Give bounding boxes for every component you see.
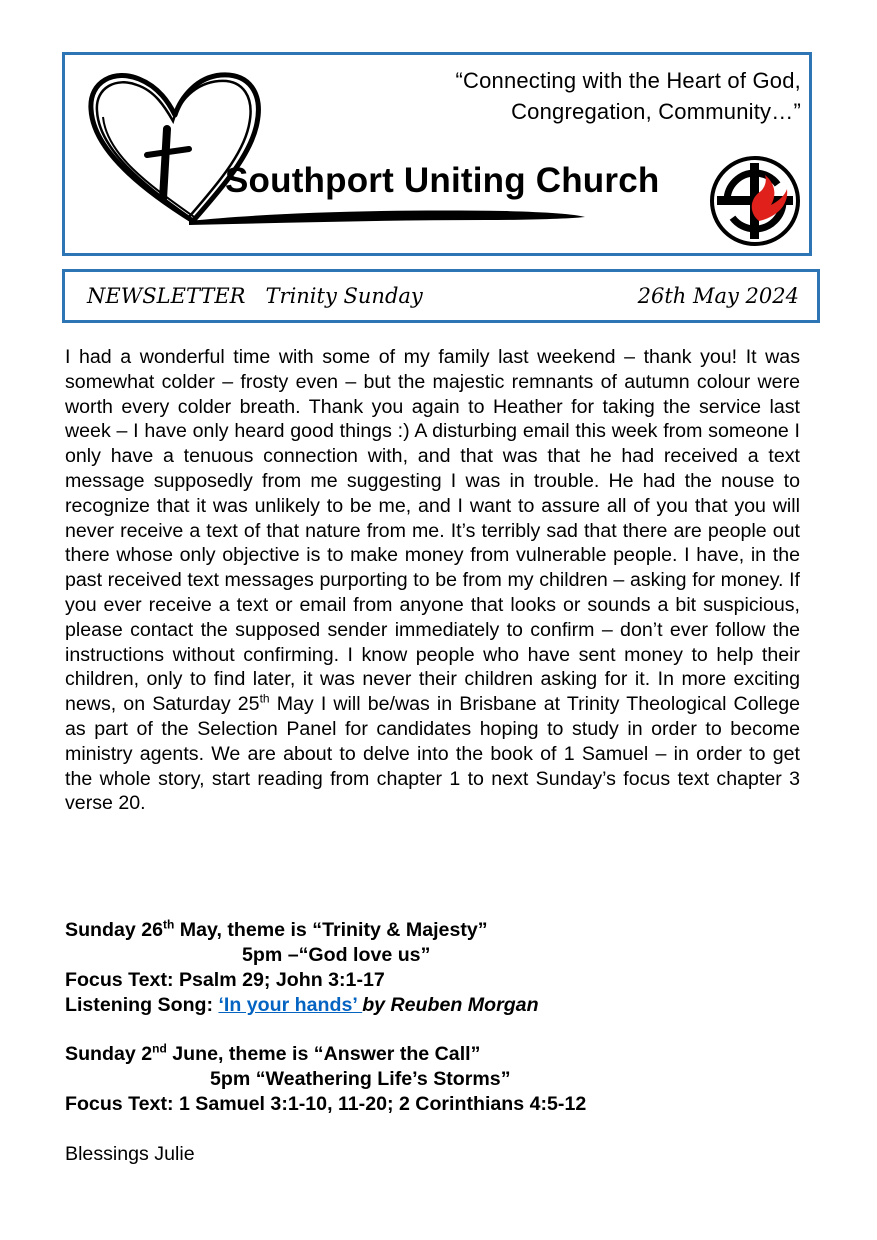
service-sunday-2-june [65,1042,586,1117]
tagline-line-1: “Connecting with the Heart of God, [455,68,801,93]
song-link[interactable]: ‘In your hands’ [218,994,363,1016]
service-2-heading: Sunday 2nd June, theme is “Answer the Call” [65,1041,481,1065]
service-1-focus-text: Focus Text: Psalm 29; John 3:1-17 [65,969,385,991]
signoff: Blessings Julie [65,1143,195,1165]
church-name: Southport Uniting Church [225,161,660,200]
newsletter-title: NEWSLETTER Trinity Sunday [87,284,423,308]
service-1-heading: Sunday 26th May, theme is “Trinity & Majesty” [65,917,488,941]
tagline-line-2: Congregation, Community…” [511,99,801,124]
tagline [455,65,801,127]
service-1-time: 5pm –“God love us” [242,944,431,966]
pastor-letter [65,345,800,816]
letter-part-2: May I will be/was in Brisbane at Trinity Theological College as part of the Selection Panel for candidates hoping to study in order to become ministry agents. We are about to delve into the book of 1 Samuel – in order to get the whole story, start reading from chapter 1 to next Sunday’s focus text chapter 3 verse 20. [65,693,800,815]
service-2-focus-text: Focus Text: 1 Samuel 3:1-10, 11-20; 2 Corinthians 4:5-12 [65,1093,587,1115]
newsletter-banner [62,269,820,323]
newsletter-date: 26th May 2024 [637,284,799,308]
service-sunday-26-may [65,918,539,1018]
uniting-church-logo-icon [709,155,801,247]
masthead [62,52,812,256]
service-2-time: 5pm “Weathering Life’s Storms” [210,1068,511,1090]
letter-part-1: I had a wonderful time with some of my family last weekend – thank you! It was somewhat colder – frosty even – but the majestic remnants of autumn colour were worth every colder breath. Thank you again to Heather for taking the service last week – I have only heard good things :) A disturbing email this week from someone I only have a tenuous connection with, and that was that he had received a text message supposedly from me suggesting I was in trouble. He had the nouse to recognize that it was unlikely to be me, and I want to assure all of you that you will never receive a text of that nature from me. It’s terribly sad that there are people out there whose only objective is to make money from vulnerable people. I have, in the past received text messages purporting to be from my children – asking for money. If you ever receive a text or email from anyone that looks or sounds a bit suspicious, please contact the supposed sender immediately to confirm – don’t ever follow the instructions without confirming. I know people who have sent money to help their children, only to find later, it was never their children asking for it. In more exciting news, on Saturday 25 [65,346,800,716]
letter-superscript: th [259,691,270,706]
service-1-listening-song: Listening Song: ‘In your hands’ by Reuben Morgan [65,994,539,1016]
